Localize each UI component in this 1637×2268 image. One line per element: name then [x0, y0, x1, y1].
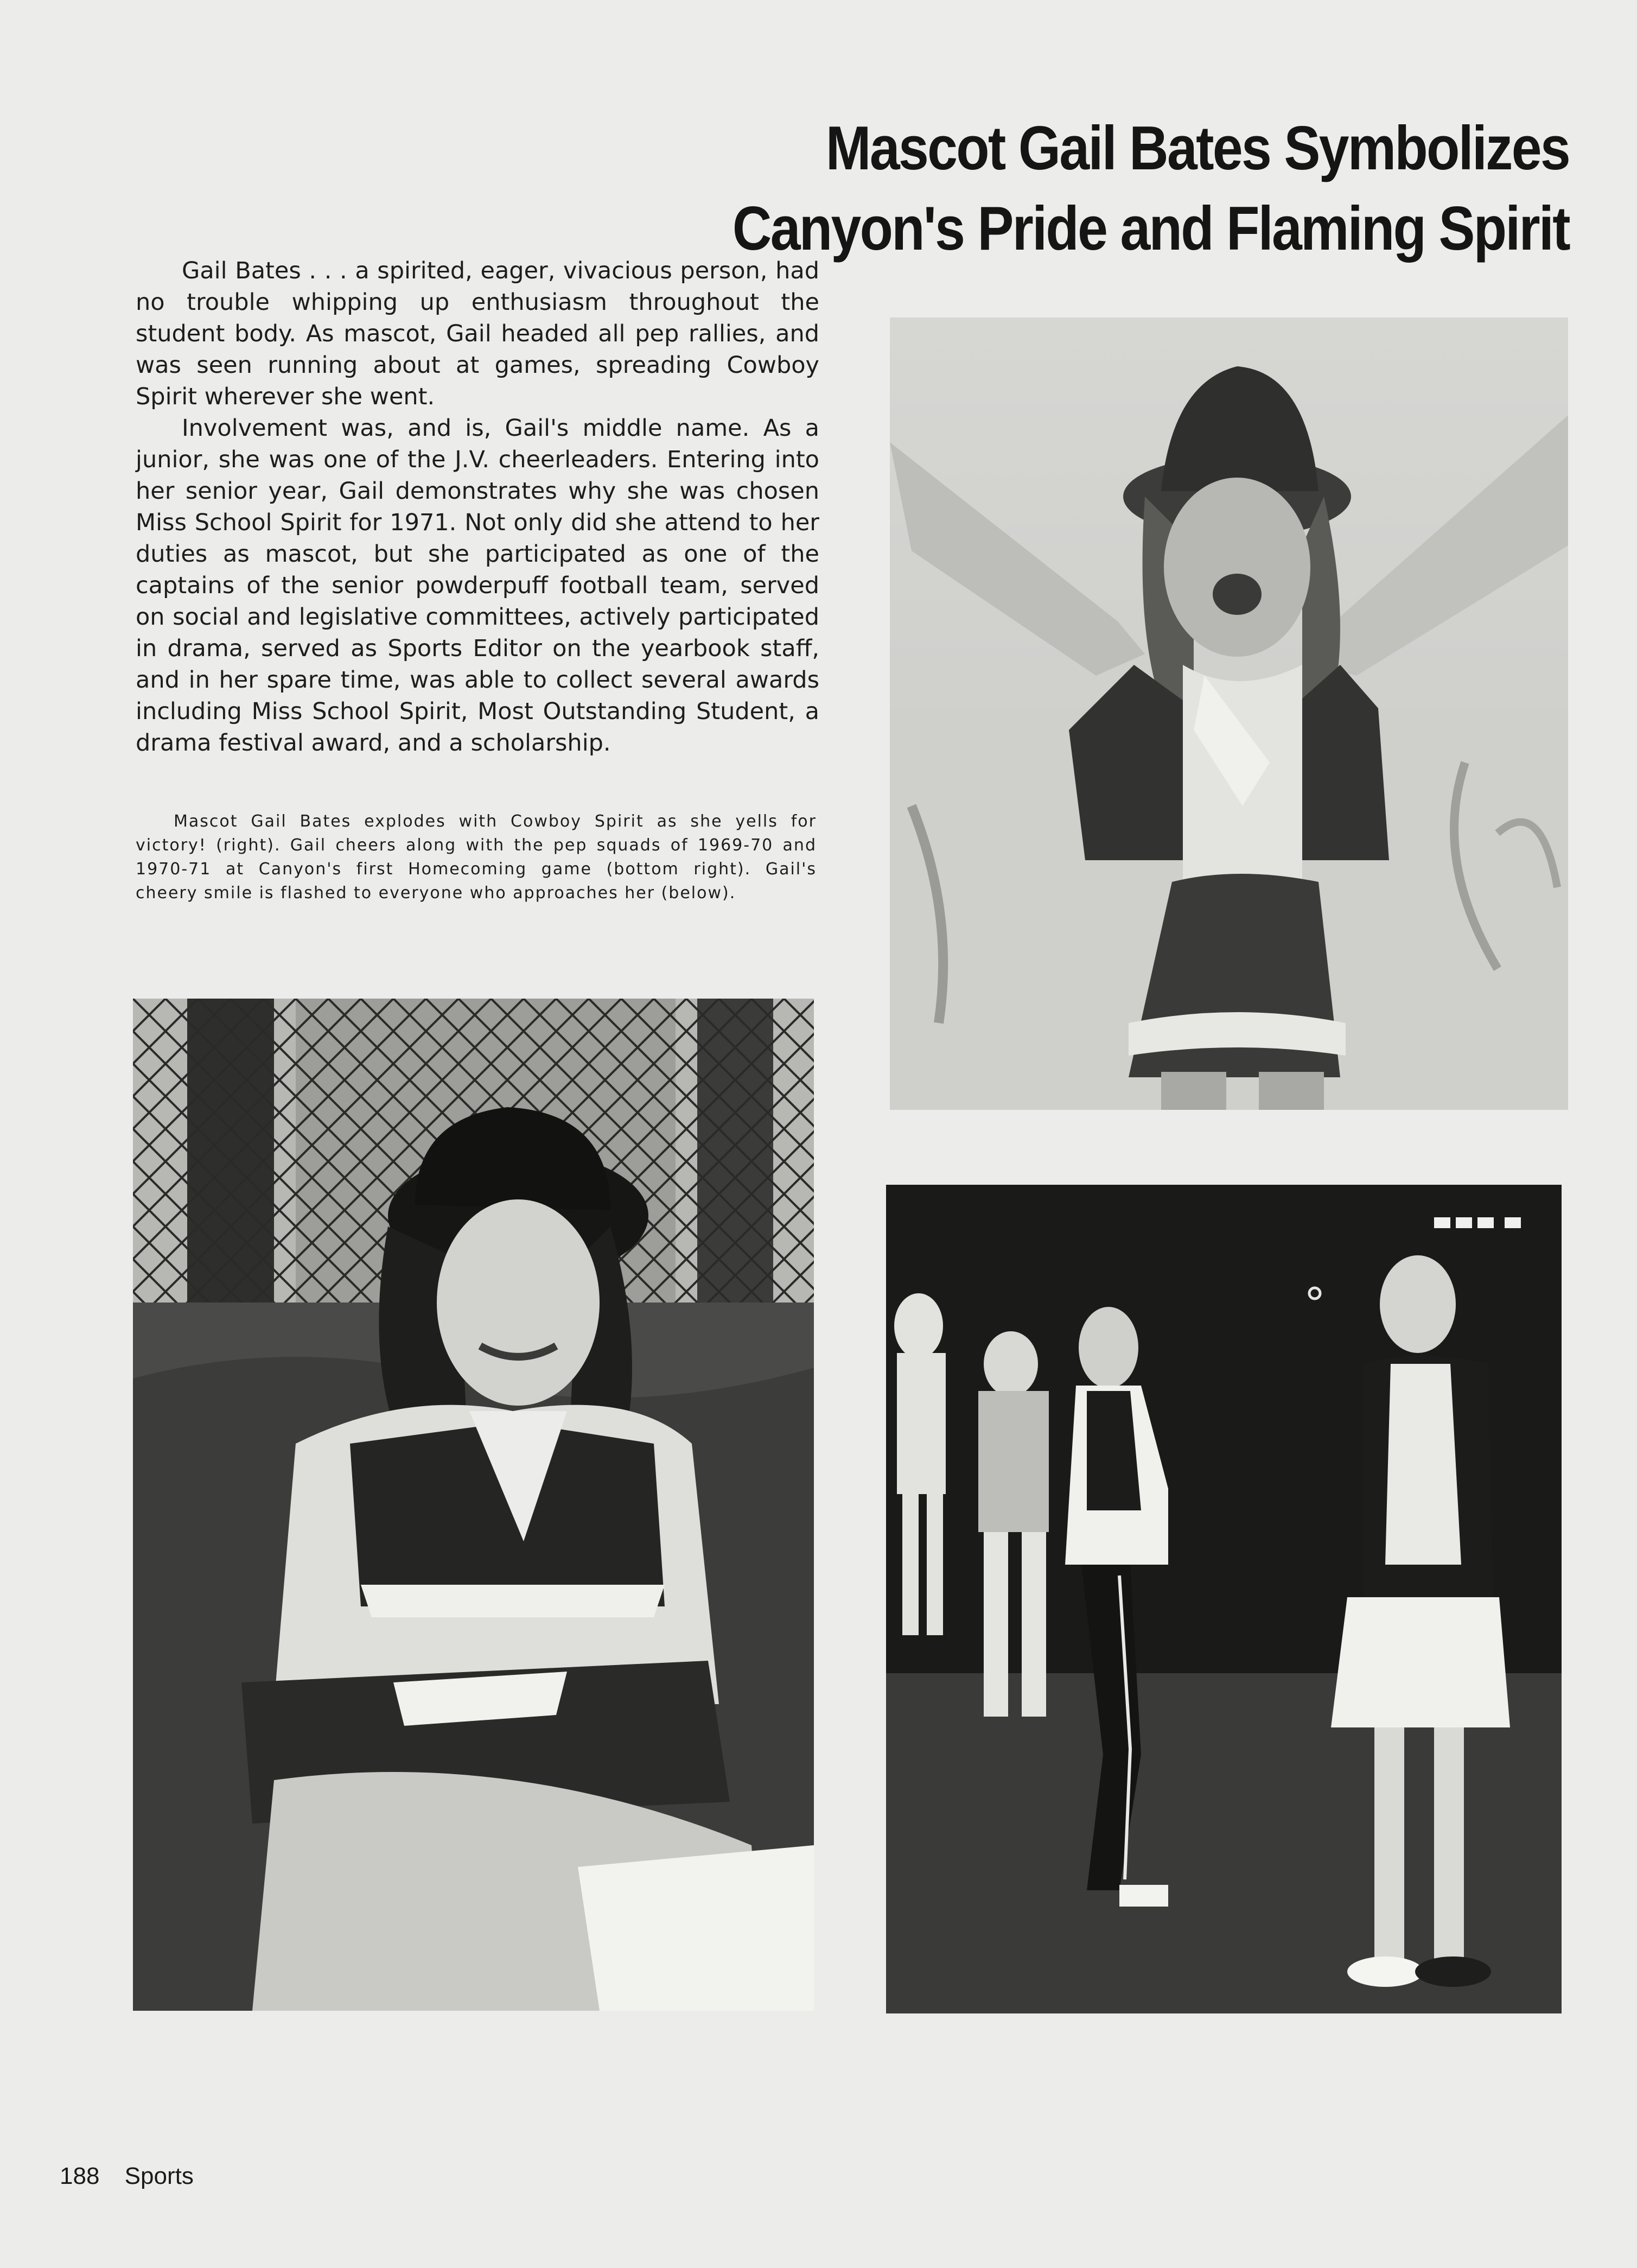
caption-text: Mascot Gail Bates explodes with Cowboy Spirit as she yells for victory! (right). Gail cheers along with the pep squads of 1969-70 and 1970-71 at Canyon's first Homecoming game (bottom right). Gail's cheery smile is flashed to everyone who approaches her (below).: [136, 812, 817, 903]
photo-pep-squads-night: [886, 1185, 1562, 2013]
page-number: 188: [60, 2163, 100, 2189]
photo-caption: [136, 810, 817, 905]
photo-pep-squads-image: [886, 1185, 1562, 2013]
photo-mascot-cheering-image: [890, 317, 1568, 1110]
headline: [538, 109, 1569, 269]
page-footer: [60, 2163, 194, 2190]
photo-mascot-cheering: [890, 317, 1568, 1110]
headline-line-1: Mascot Gail Bates Symbolizes: [825, 114, 1569, 183]
photo-mascot-smiling-image: [133, 999, 814, 2011]
body-paragraph-1: Gail Bates . . . a spirited, eager, vivacious person, had no trouble whipping up enthusiasm throughout the student body. As mascot, Gail headed all pep rallies, and was seen running about at games, spreading Cowboy Spirit wherever she went.: [136, 257, 819, 410]
article-body: [136, 255, 819, 759]
headline-line-2: Canyon's Pride and Flaming Spirit: [732, 194, 1569, 263]
photo-mascot-smiling: [133, 999, 814, 2011]
body-paragraph-2: Involvement was, and is, Gail's middle name. As a junior, she was one of the J.V. cheerleaders. Entering into her senior year, Gail demonstrates why she was chosen Miss School Spirit for 1971. Not only did she attend to her duties as mascot, but she participated as one of the captains of the senior powderpuff football team, served on social and legislative committees, actively participated in drama, served as Sports Editor on the yearbook staff, and in her spare time, was able to collect several awards including Miss School Spirit, Most Outstanding Student, a drama festival award, and a scholarship.: [136, 415, 819, 757]
section-name: Sports: [124, 2163, 194, 2189]
